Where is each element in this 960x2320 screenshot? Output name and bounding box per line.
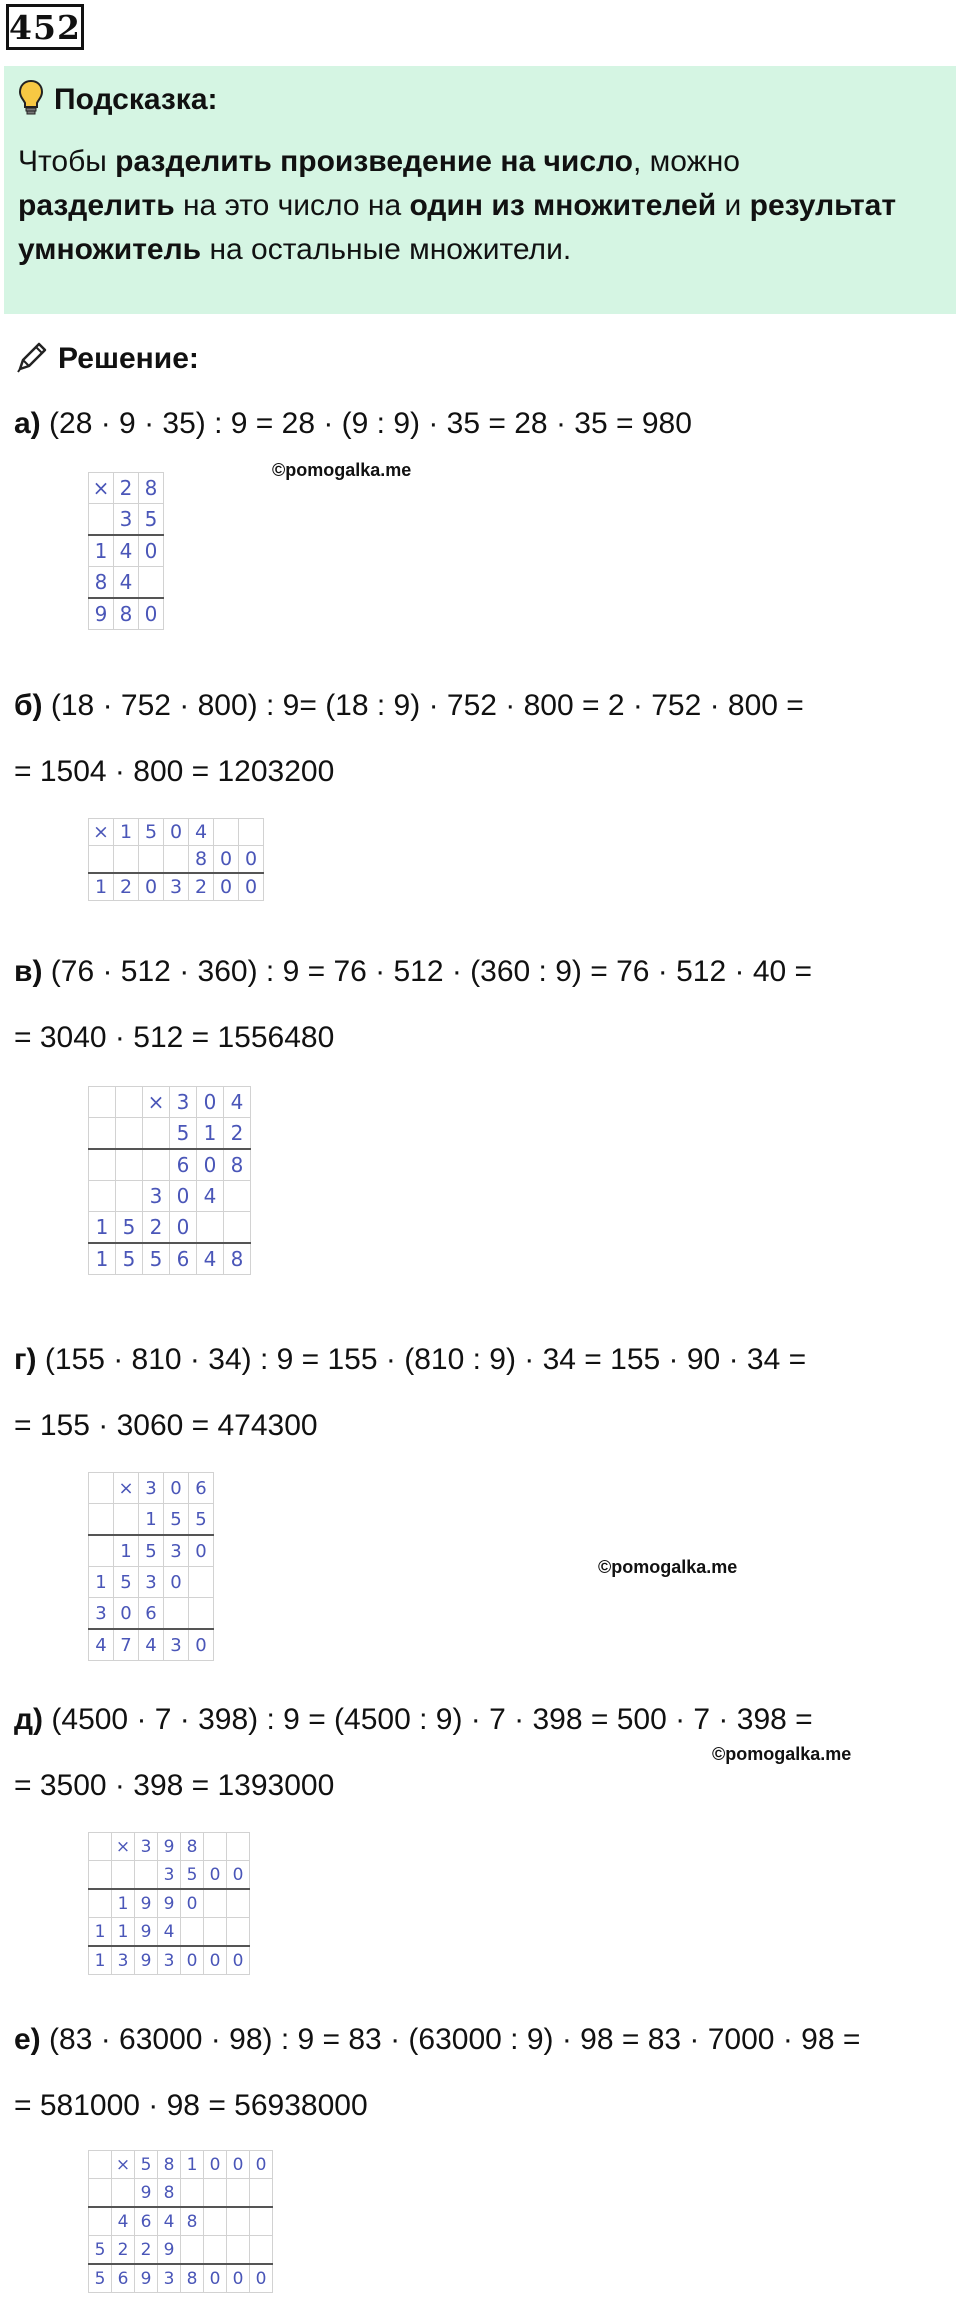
calc-row <box>89 1567 214 1598</box>
calc-cell <box>227 2207 250 2236</box>
calc-row <box>89 1504 214 1536</box>
calc-cell: 0 <box>181 1946 204 1975</box>
calc-cell: 4 <box>197 1243 224 1275</box>
calc-cell: 0 <box>227 2264 250 2293</box>
task-label: г) <box>14 1343 37 1376</box>
task-c-line-1: в) (76 · 512 · 360) : 9 = 76 · 512 · (360 : 9) = 76 · 512 · 40 = <box>14 955 813 988</box>
calc-cell: 5 <box>181 1861 204 1890</box>
calc-cell: 5 <box>89 2236 112 2265</box>
calc-cell: 5 <box>164 1504 189 1536</box>
calc-cell <box>89 504 114 536</box>
calc-cell: 5 <box>170 1118 197 1150</box>
calc-row <box>89 473 164 504</box>
calc-cell: 4 <box>197 1181 224 1212</box>
task-d-line-1: г) (155 · 810 · 34) : 9 = 155 · (810 : 9) · 34 = 155 · 90 · 34 = <box>14 1343 807 1376</box>
calc-cell: 0 <box>181 1889 204 1918</box>
task-b-line-1: б) (18 · 752 · 800) : 9= (18 : 9) · 752 · 800 = 2 · 752 · 800 = <box>14 689 804 722</box>
calc-row <box>89 504 164 536</box>
calc-cell: 3 <box>164 873 189 901</box>
calc-cell: 1 <box>112 1918 135 1947</box>
calc-cell <box>89 1535 114 1567</box>
calc-row <box>89 598 164 630</box>
calc-cell <box>227 1833 250 1861</box>
calc-cell: 2 <box>143 1212 170 1244</box>
calc-cell: 1 <box>114 1535 139 1567</box>
calc-cell <box>135 1861 158 1890</box>
calc-cell: 6 <box>189 1473 214 1504</box>
multiply-sign: × <box>89 819 114 846</box>
calc-cell <box>89 1473 114 1504</box>
calc-cell: 1 <box>89 535 114 567</box>
calc-row <box>89 2179 273 2208</box>
calc-cell: 4 <box>224 1087 251 1118</box>
calc-cell: 2 <box>189 873 214 901</box>
calc-cell: 4 <box>114 535 139 567</box>
calc-cell: 0 <box>227 1946 250 1975</box>
calc-cell: 8 <box>181 2264 204 2293</box>
multiply-sign: × <box>112 2151 135 2179</box>
calc-cell: 8 <box>181 1833 204 1861</box>
calc-cell <box>227 1918 250 1947</box>
calc-cell <box>181 1918 204 1947</box>
calc-cell <box>227 2236 250 2265</box>
calc-cell <box>189 1567 214 1598</box>
calc-cell <box>181 2236 204 2265</box>
calc-cell: 7 <box>114 1629 139 1661</box>
calc-cell: 0 <box>164 1473 189 1504</box>
calc-cell: 3 <box>170 1087 197 1118</box>
calc-cell <box>224 1212 251 1244</box>
calc-row <box>89 1861 250 1890</box>
calc-cell: 3 <box>158 1861 181 1890</box>
calc-cell <box>214 819 239 846</box>
calc-cell: 1 <box>89 1946 112 1975</box>
hint-bold-fragment: разделить произведение на число <box>115 145 633 178</box>
calc-cell: 9 <box>135 1946 158 1975</box>
calc-cell: 8 <box>114 598 139 630</box>
calc-cell <box>89 1149 116 1181</box>
calc-cell: 0 <box>170 1212 197 1244</box>
calc-cell <box>164 846 189 874</box>
calc-cell: 0 <box>227 1861 250 1890</box>
calc-cell: 5 <box>139 1535 164 1567</box>
calc-row <box>89 1535 214 1567</box>
calc-cell: 1 <box>89 1243 116 1275</box>
calc-cell: 3 <box>112 1946 135 1975</box>
calc-table-a <box>88 472 164 630</box>
calc-cell: 0 <box>214 873 239 901</box>
calc-row <box>89 2236 273 2265</box>
calc-cell <box>139 846 164 874</box>
calc-cell: 9 <box>135 1889 158 1918</box>
calc-cell <box>204 2179 227 2208</box>
calc-row <box>89 1149 251 1181</box>
multiply-sign: × <box>89 473 114 504</box>
multiply-sign: × <box>143 1087 170 1118</box>
calc-cell: 0 <box>139 535 164 567</box>
calc-cell: 3 <box>158 1946 181 1975</box>
hint-text-fragment: Чтобы <box>18 145 116 178</box>
calc-cell <box>204 1889 227 1918</box>
calc-cell: 2 <box>135 2236 158 2265</box>
calc-cell: 1 <box>89 873 114 901</box>
calc-cell: 0 <box>250 2151 273 2179</box>
calc-cell: 6 <box>139 1598 164 1630</box>
calc-cell: 5 <box>189 1504 214 1536</box>
calc-cell <box>224 1181 251 1212</box>
calc-cell: 3 <box>143 1181 170 1212</box>
calc-cell <box>89 1118 116 1150</box>
calc-cell: 1 <box>139 1504 164 1536</box>
calc-row <box>89 1118 251 1150</box>
calc-cell <box>112 2179 135 2208</box>
calc-cell: 5 <box>116 1243 143 1275</box>
hint-text-fragment: , можно <box>633 145 740 178</box>
calc-cell: 8 <box>181 2207 204 2236</box>
calc-cell: 3 <box>164 1535 189 1567</box>
calc-cell: 5 <box>135 2151 158 2179</box>
calc-cell <box>89 1087 116 1118</box>
calc-cell <box>112 1861 135 1890</box>
calc-cell: 4 <box>89 1629 114 1661</box>
calc-row <box>89 1087 251 1118</box>
calc-cell <box>204 1918 227 1947</box>
calc-cell: 0 <box>114 1598 139 1630</box>
task-f-line-1: е) (83 · 63000 · 98) : 9 = 83 · (63000 : 9) · 98 = 83 · 7000 · 98 = <box>14 2023 861 2056</box>
calc-cell: 1 <box>114 819 139 846</box>
multiply-sign: × <box>114 1473 139 1504</box>
solution-title: Решение: <box>58 342 199 375</box>
hint-box <box>4 66 956 314</box>
calc-cell: 0 <box>197 1149 224 1181</box>
task-label: в) <box>14 955 43 988</box>
calc-cell <box>89 2151 112 2179</box>
calc-cell <box>227 2179 250 2208</box>
calc-cell <box>116 1087 143 1118</box>
calc-cell: 0 <box>204 2264 227 2293</box>
calc-cell: 1 <box>181 2151 204 2179</box>
calc-cell <box>143 1149 170 1181</box>
calc-cell: 8 <box>89 567 114 599</box>
calc-cell: 1 <box>89 1567 114 1598</box>
calc-cell: 5 <box>139 504 164 536</box>
calc-cell <box>89 1833 112 1861</box>
task-f-line-2: = 581000 · 98 = 56938000 <box>14 2089 368 2122</box>
hint-bold-fragment: один из множителей <box>409 189 717 222</box>
calc-cell: 9 <box>135 2179 158 2208</box>
calc-cell: 8 <box>224 1243 251 1275</box>
hint-header <box>18 78 942 122</box>
calc-cell: 2 <box>112 2236 135 2265</box>
calc-cell <box>143 1118 170 1150</box>
calc-cell: 0 <box>227 2151 250 2179</box>
calc-cell: 4 <box>158 2207 181 2236</box>
calc-row <box>89 2207 273 2236</box>
calc-row <box>89 1918 250 1947</box>
calc-cell: 9 <box>158 1833 181 1861</box>
calc-cell: 1 <box>112 1889 135 1918</box>
calc-cell: 0 <box>204 1946 227 1975</box>
calc-cell: 9 <box>158 2236 181 2265</box>
calc-cell: 3 <box>139 1567 164 1598</box>
calc-row <box>89 1833 250 1861</box>
calc-row <box>89 1629 214 1661</box>
calc-row <box>89 1473 214 1504</box>
solution-header <box>14 335 199 383</box>
calc-cell: 9 <box>135 1918 158 1947</box>
calc-row <box>89 1181 251 1212</box>
calc-row <box>89 819 264 846</box>
task-a-line-1: а) (28 · 9 · 35) : 9 = 28 · (9 : 9) · 35 = 28 · 35 = 980 <box>14 407 692 440</box>
task-label: е) <box>14 2023 41 2056</box>
calc-row <box>89 1889 250 1918</box>
calc-cell: 0 <box>170 1181 197 1212</box>
calc-cell: 3 <box>164 1629 189 1661</box>
calc-cell: 1 <box>89 1918 112 1947</box>
calc-cell: 5 <box>114 1567 139 1598</box>
calc-row <box>89 2264 273 2293</box>
calc-cell: 9 <box>158 1889 181 1918</box>
calc-row <box>89 1243 251 1275</box>
calc-cell: 0 <box>204 2151 227 2179</box>
hint-bold-fragment: результат <box>749 189 897 222</box>
lightbulb-icon <box>18 79 44 122</box>
calc-cell: 4 <box>112 2207 135 2236</box>
calc-cell: 2 <box>114 873 139 901</box>
calc-cell <box>250 2236 273 2265</box>
calc-cell <box>89 2207 112 2236</box>
calc-row <box>89 1212 251 1244</box>
calc-cell <box>116 1149 143 1181</box>
problem-number: 452 <box>6 4 84 50</box>
calc-cell: 5 <box>116 1212 143 1244</box>
calc-cell: 8 <box>139 473 164 504</box>
calc-table-f <box>88 2150 273 2293</box>
calc-cell <box>116 1181 143 1212</box>
task-label: а) <box>14 407 41 440</box>
task-b-line-2: = 1504 · 800 = 1203200 <box>14 755 335 788</box>
calc-cell: 0 <box>189 1629 214 1661</box>
calc-row <box>89 846 264 874</box>
hint-text <box>18 140 942 272</box>
calc-cell: 8 <box>189 846 214 874</box>
calc-cell: 1 <box>89 1212 116 1244</box>
calc-cell <box>89 1181 116 1212</box>
task-label: д) <box>14 1703 44 1736</box>
calc-cell: 0 <box>250 2264 273 2293</box>
calc-cell: 5 <box>143 1243 170 1275</box>
calc-cell <box>239 819 264 846</box>
calc-cell: 5 <box>139 819 164 846</box>
calc-cell <box>204 2236 227 2265</box>
calc-cell <box>204 2207 227 2236</box>
calc-row <box>89 2151 273 2179</box>
pencil-icon <box>14 339 50 380</box>
calc-cell: 6 <box>112 2264 135 2293</box>
calc-cell: 8 <box>158 2179 181 2208</box>
calc-cell: 6 <box>170 1243 197 1275</box>
calc-cell <box>116 1118 143 1150</box>
calc-cell: 3 <box>158 2264 181 2293</box>
calc-cell <box>114 1504 139 1536</box>
calc-cell <box>164 1598 189 1630</box>
calc-row <box>89 873 264 901</box>
calc-cell <box>197 1212 224 1244</box>
calc-cell: 6 <box>135 2207 158 2236</box>
calc-cell: 3 <box>135 1833 158 1861</box>
calc-table-d <box>88 1472 214 1661</box>
task-d-line-2: = 155 · 3060 = 474300 <box>14 1409 318 1442</box>
calc-cell: 0 <box>197 1087 224 1118</box>
watermark: ©pomogalka.me <box>272 460 412 480</box>
calc-row <box>89 1946 250 1975</box>
calc-cell: 8 <box>224 1149 251 1181</box>
calc-cell: 0 <box>164 819 189 846</box>
watermark: ©pomogalka.me <box>712 1744 852 1764</box>
calc-cell: 4 <box>114 567 139 599</box>
calc-cell <box>204 1833 227 1861</box>
watermark: ©pomogalka.me <box>598 1557 738 1577</box>
calc-cell: 1 <box>197 1118 224 1150</box>
task-c-line-2: = 3040 · 512 = 1556480 <box>14 1021 335 1054</box>
hint-bold-fragment: умножитель <box>18 233 202 266</box>
calc-table-b <box>88 818 264 901</box>
calc-cell: 5 <box>89 2264 112 2293</box>
calc-table-e <box>88 1832 250 1975</box>
task-e-line-1: д) (4500 · 7 · 398) : 9 = (4500 : 9) · 7 · 398 = 500 · 7 · 398 = <box>14 1703 813 1736</box>
calc-cell: 3 <box>114 504 139 536</box>
calc-cell: 0 <box>164 1567 189 1598</box>
calc-cell <box>250 2207 273 2236</box>
calc-cell: 6 <box>170 1149 197 1181</box>
calc-cell <box>189 1598 214 1630</box>
calc-cell: 3 <box>89 1598 114 1630</box>
calc-cell <box>114 846 139 874</box>
calc-cell: 4 <box>139 1629 164 1661</box>
calc-cell: 0 <box>139 598 164 630</box>
calc-cell: 2 <box>114 473 139 504</box>
calc-cell: 0 <box>139 873 164 901</box>
calc-cell <box>89 1861 112 1890</box>
calc-cell <box>89 1504 114 1536</box>
calc-cell: 0 <box>204 1861 227 1890</box>
calc-cell: 9 <box>89 598 114 630</box>
hint-bold-fragment: разделить <box>18 189 175 222</box>
calc-cell: 0 <box>214 846 239 874</box>
calc-cell: 9 <box>135 2264 158 2293</box>
calc-cell <box>139 567 164 599</box>
calc-cell: 0 <box>239 846 264 874</box>
calc-row <box>89 535 164 567</box>
calc-cell <box>227 1889 250 1918</box>
calc-cell <box>89 2179 112 2208</box>
multiply-sign: × <box>112 1833 135 1861</box>
calc-cell <box>181 2179 204 2208</box>
hint-text-fragment: на остальные множители. <box>201 233 572 266</box>
calc-cell: 0 <box>189 1535 214 1567</box>
hint-title: Подсказка: <box>54 83 218 116</box>
hint-text-fragment: и <box>716 189 750 222</box>
task-e-line-2: = 3500 · 398 = 1393000 <box>14 1769 335 1802</box>
calc-cell <box>250 2179 273 2208</box>
calc-cell <box>89 1889 112 1918</box>
calc-cell: 3 <box>139 1473 164 1504</box>
calc-cell: 4 <box>189 819 214 846</box>
calc-table-c <box>88 1086 251 1275</box>
calc-cell: 0 <box>239 873 264 901</box>
hint-text-fragment: на это число на <box>174 189 410 222</box>
calc-cell: 2 <box>224 1118 251 1150</box>
calc-row <box>89 567 164 599</box>
calc-cell: 4 <box>158 1918 181 1947</box>
calc-cell <box>89 846 114 874</box>
calc-cell: 8 <box>158 2151 181 2179</box>
calc-row <box>89 1598 214 1630</box>
task-label: б) <box>14 689 43 722</box>
